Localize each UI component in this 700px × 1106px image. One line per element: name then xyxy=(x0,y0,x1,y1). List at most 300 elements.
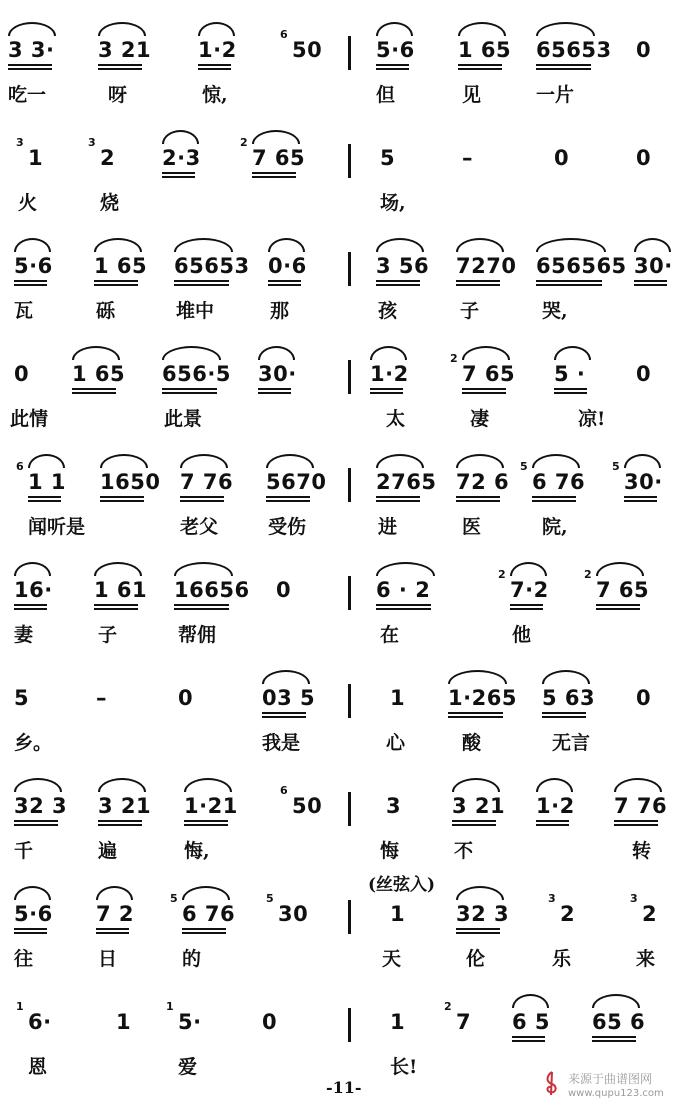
note-group: 5·6 xyxy=(376,38,415,62)
beam-line xyxy=(376,496,420,498)
beam-line xyxy=(456,500,500,502)
slur-mark xyxy=(592,994,640,1008)
note-group: 16656 xyxy=(174,578,250,602)
note-group: 7·2 xyxy=(510,578,549,602)
grace-note: 2 xyxy=(498,568,506,581)
lyric-text: 孩 xyxy=(378,300,398,322)
beam-line xyxy=(14,824,58,826)
note-group: – xyxy=(462,146,473,170)
page-number: -11- xyxy=(326,1078,362,1097)
beam-line xyxy=(180,500,224,502)
beam-line xyxy=(448,712,503,714)
beam-line xyxy=(180,496,224,498)
slur-mark xyxy=(14,886,51,900)
beam-line xyxy=(624,496,657,498)
score-line xyxy=(0,338,700,448)
note-group: 0 xyxy=(262,1010,278,1034)
lyric-text: 无言 xyxy=(552,732,591,754)
slur-mark xyxy=(96,886,133,900)
beam-line xyxy=(266,500,310,502)
beam-line xyxy=(376,284,420,286)
beam-line xyxy=(14,604,47,606)
bar-line xyxy=(348,900,351,934)
slur-mark xyxy=(174,562,233,576)
slur-mark xyxy=(162,130,199,144)
beam-line xyxy=(536,68,591,70)
beam-line xyxy=(542,712,586,714)
beam-line xyxy=(100,500,144,502)
note-group: 7 65 xyxy=(462,362,516,386)
beam-line xyxy=(376,64,409,66)
lyric-text: 但 xyxy=(376,84,396,106)
beam-line xyxy=(458,64,502,66)
note-group: 65653 xyxy=(174,254,250,278)
lyric-text: 那 xyxy=(270,300,290,322)
note-group: 1 xyxy=(116,1010,132,1034)
note-group: 0 xyxy=(276,578,292,602)
note-group: 3 21 xyxy=(98,38,152,62)
lyric-text: 哭, xyxy=(542,300,568,322)
beam-line xyxy=(376,68,409,70)
beam-line xyxy=(268,280,301,282)
grace-note: 2 xyxy=(240,136,248,149)
note-group: 1 65 xyxy=(72,362,126,386)
lyric-text: 心 xyxy=(386,732,406,754)
lyric-text: 一片 xyxy=(536,84,575,106)
slur-mark xyxy=(14,562,51,576)
note-group: 3 21 xyxy=(98,794,152,818)
slur-mark xyxy=(94,238,142,252)
lyric-text: 见 xyxy=(462,84,482,106)
slur-mark xyxy=(258,346,295,360)
beam-line xyxy=(452,824,496,826)
note-group: 656565 xyxy=(536,254,627,278)
slur-mark xyxy=(198,22,235,36)
beam-line xyxy=(94,608,138,610)
lyric-text: 院, xyxy=(542,516,568,538)
lyric-text: 此情 xyxy=(10,408,49,430)
slur-mark xyxy=(376,238,424,252)
note-group: 5 · xyxy=(554,362,586,386)
lyric-text: 医 xyxy=(462,516,482,538)
lyric-text: 太 xyxy=(386,408,406,430)
beam-line xyxy=(174,284,229,286)
score-line xyxy=(0,662,700,772)
note-group: 6 5 xyxy=(512,1010,551,1034)
slur-mark xyxy=(28,454,65,468)
slur-mark xyxy=(512,994,549,1008)
beam-line xyxy=(184,820,228,822)
note-group: 0 xyxy=(636,146,652,170)
watermark-text: 来源于曲谱图网 xyxy=(568,1072,653,1086)
bar-line xyxy=(348,360,351,394)
beam-line xyxy=(98,820,142,822)
slur-mark xyxy=(596,562,644,576)
note-group: 1 xyxy=(390,1010,406,1034)
note-group: 30· xyxy=(258,362,297,386)
beam-line xyxy=(592,1036,636,1038)
bar-line xyxy=(348,792,351,826)
slur-mark xyxy=(184,778,232,792)
lyric-text: 闻听是 xyxy=(28,516,86,538)
note-group: 2 xyxy=(642,902,658,926)
beam-line xyxy=(98,64,142,66)
grace-note: 1 xyxy=(16,1000,24,1013)
note-group: 0 xyxy=(636,362,652,386)
note-group: 3 56 xyxy=(376,254,430,278)
note-group: 1650 xyxy=(100,470,161,494)
slur-mark xyxy=(100,454,148,468)
note-group: 72 6 xyxy=(456,470,510,494)
note-group: 30· xyxy=(624,470,663,494)
slur-mark xyxy=(536,238,606,252)
slur-mark xyxy=(376,454,424,468)
beam-line xyxy=(8,68,52,70)
slur-mark xyxy=(536,778,573,792)
beam-line xyxy=(94,284,138,286)
slur-mark xyxy=(266,454,314,468)
slur-mark xyxy=(634,238,671,252)
note-group: 1 65 xyxy=(458,38,512,62)
slur-mark xyxy=(72,346,120,360)
beam-line xyxy=(268,284,301,286)
beam-line xyxy=(634,284,667,286)
lyric-text: 瓦 xyxy=(14,300,34,322)
slur-mark xyxy=(180,454,228,468)
note-group: 65653 xyxy=(536,38,612,62)
beam-line xyxy=(462,392,506,394)
note-group: 50 xyxy=(292,794,323,818)
score-line xyxy=(0,554,700,664)
lyric-text: 子 xyxy=(98,624,118,646)
note-group: 03 5 xyxy=(262,686,316,710)
beam-line xyxy=(536,820,569,822)
beam-line xyxy=(370,392,403,394)
note-group: 1·2 xyxy=(198,38,237,62)
note-group: 5·6 xyxy=(14,902,53,926)
beam-line xyxy=(376,604,431,606)
note-group: 2 xyxy=(100,146,116,170)
note-group: 1 61 xyxy=(94,578,148,602)
beam-line xyxy=(596,604,640,606)
beam-line xyxy=(162,388,217,390)
bar-line xyxy=(348,36,351,70)
lyric-text: 在 xyxy=(380,624,400,646)
beam-line xyxy=(456,284,500,286)
beam-line xyxy=(98,68,142,70)
grace-note: 6 xyxy=(280,28,288,41)
beam-line xyxy=(448,716,503,718)
beam-line xyxy=(512,1036,545,1038)
beam-line xyxy=(14,608,47,610)
note-group: 7 65 xyxy=(252,146,306,170)
bar-line xyxy=(348,468,351,502)
score-line xyxy=(0,122,700,232)
note-group: 7 xyxy=(456,1010,472,1034)
note-group: 0 xyxy=(178,686,194,710)
slur-mark xyxy=(94,562,142,576)
lyric-text: 伦 xyxy=(466,948,486,970)
lyric-text: 受伤 xyxy=(268,516,307,538)
grace-note: 5 xyxy=(520,460,528,473)
note-group: 3 3· xyxy=(8,38,55,62)
note-group: 30· xyxy=(634,254,673,278)
bar-line xyxy=(348,144,351,178)
note-group: 30 xyxy=(278,902,309,926)
lyric-text: 我是 xyxy=(262,732,301,754)
beam-line xyxy=(96,928,129,930)
beam-line xyxy=(554,388,587,390)
lyric-text: 往 xyxy=(14,948,34,970)
slur-mark xyxy=(532,454,580,468)
lyric-text: 凉! xyxy=(578,408,606,430)
grace-note: 2 xyxy=(450,352,458,365)
lyric-text: 帮佣 xyxy=(178,624,217,646)
lyric-text: 不 xyxy=(454,840,474,862)
beam-line xyxy=(376,608,431,610)
slur-mark xyxy=(182,886,230,900)
beam-line xyxy=(456,932,500,934)
lyric-text: 凄 xyxy=(470,408,490,430)
beam-line xyxy=(72,392,116,394)
beam-line xyxy=(462,388,506,390)
beam-line xyxy=(258,392,291,394)
slur-mark xyxy=(624,454,661,468)
note-group: 50 xyxy=(292,38,323,62)
lyric-text: 烧 xyxy=(100,192,120,214)
beam-line xyxy=(162,176,195,178)
note-group: 1 xyxy=(28,146,44,170)
slur-mark xyxy=(162,346,221,360)
beam-line xyxy=(14,820,58,822)
note-group: 1·2 xyxy=(370,362,409,386)
slur-mark xyxy=(614,778,662,792)
beam-line xyxy=(14,280,47,282)
slur-mark xyxy=(8,22,56,36)
lyric-text: 进 xyxy=(378,516,398,538)
lyric-text: 恩 xyxy=(28,1056,48,1078)
note-group: 0·6 xyxy=(268,254,307,278)
note-group: 1 65 xyxy=(94,254,148,278)
note-group: 0 xyxy=(14,362,30,386)
slur-mark xyxy=(458,22,506,36)
beam-line xyxy=(536,280,602,282)
slur-mark xyxy=(252,130,300,144)
lyric-text: 日 xyxy=(98,948,118,970)
note-group: 2 xyxy=(560,902,576,926)
note-group: 0 xyxy=(554,146,570,170)
grace-note: 3 xyxy=(88,136,96,149)
grace-note: 5 xyxy=(612,460,620,473)
note-group: 5 xyxy=(14,686,30,710)
beam-line xyxy=(14,932,47,934)
bar-line xyxy=(348,576,351,610)
slur-mark xyxy=(262,670,310,684)
beam-line xyxy=(614,820,658,822)
beam-line xyxy=(182,932,226,934)
beam-line xyxy=(96,932,129,934)
slur-mark xyxy=(554,346,591,360)
beam-line xyxy=(174,604,229,606)
beam-line xyxy=(376,280,420,282)
note-group: 2·3 xyxy=(162,146,201,170)
note-group: 656·5 xyxy=(162,362,231,386)
note-group: 7270 xyxy=(456,254,517,278)
beam-line xyxy=(162,392,217,394)
beam-line xyxy=(174,608,229,610)
note-group: 5670 xyxy=(266,470,327,494)
grace-note: 2 xyxy=(584,568,592,581)
slur-mark xyxy=(456,886,504,900)
lyric-text: 天 xyxy=(382,948,402,970)
beam-line xyxy=(624,500,657,502)
beam-line xyxy=(532,496,576,498)
note-group: 0 xyxy=(636,686,652,710)
slur-mark xyxy=(456,238,504,252)
lyric-text: 妻 xyxy=(14,624,34,646)
beam-line xyxy=(182,928,226,930)
lyric-text: 老父 xyxy=(180,516,219,538)
note-group: 6 · 2 xyxy=(376,578,431,602)
note-group: 1·2 xyxy=(536,794,575,818)
lyric-text: 千 xyxy=(14,840,34,862)
note-group: 3 xyxy=(386,794,402,818)
bar-line xyxy=(348,684,351,718)
grace-note: 5 xyxy=(170,892,178,905)
beam-line xyxy=(458,68,502,70)
beam-line xyxy=(184,824,228,826)
beam-line xyxy=(262,716,306,718)
note-group: 3 21 xyxy=(452,794,506,818)
beam-line xyxy=(258,388,291,390)
beam-line xyxy=(72,388,116,390)
beam-line xyxy=(100,496,144,498)
beam-line xyxy=(452,820,496,822)
note-group: 1 xyxy=(390,902,406,926)
grace-note: 3 xyxy=(630,892,638,905)
score-line xyxy=(0,446,700,556)
slur-mark xyxy=(14,238,51,252)
note-group: 5·6 xyxy=(14,254,53,278)
note-group: 1 xyxy=(390,686,406,710)
beam-line xyxy=(536,64,591,66)
note-group: – xyxy=(96,686,107,710)
lyric-text: 场, xyxy=(380,192,406,214)
beam-line xyxy=(532,500,576,502)
beam-line xyxy=(456,928,500,930)
score-line xyxy=(0,14,700,124)
slur-mark xyxy=(14,778,62,792)
score-line xyxy=(0,230,700,340)
slur-mark xyxy=(98,778,146,792)
beam-line xyxy=(252,176,296,178)
beam-line xyxy=(198,64,231,66)
slur-mark xyxy=(456,454,504,468)
beam-line xyxy=(28,500,61,502)
note-group: 65 6 xyxy=(592,1010,646,1034)
beam-line xyxy=(8,64,52,66)
beam-line xyxy=(634,280,667,282)
grace-note: 5 xyxy=(266,892,274,905)
lyric-text: 遍 xyxy=(98,840,118,862)
beam-line xyxy=(456,496,500,498)
watermark-url: www.qupu123.com xyxy=(568,1088,664,1099)
note-group: 7 65 xyxy=(596,578,650,602)
slur-mark xyxy=(370,346,407,360)
lyric-text: 惊, xyxy=(202,84,228,106)
note-group: 7 76 xyxy=(614,794,668,818)
beam-line xyxy=(376,500,420,502)
beam-line xyxy=(174,280,229,282)
grace-note: 6 xyxy=(280,784,288,797)
slur-mark xyxy=(174,238,233,252)
beam-line xyxy=(252,172,296,174)
beam-line xyxy=(14,284,47,286)
slur-mark xyxy=(542,670,590,684)
lyric-text: 悔 xyxy=(380,840,400,862)
slur-mark xyxy=(376,562,435,576)
lyric-text: 火 xyxy=(18,192,38,214)
beam-line xyxy=(94,604,138,606)
beam-line xyxy=(14,928,47,930)
beam-line xyxy=(198,68,231,70)
note-group: 1·265 xyxy=(448,686,517,710)
grace-note: 3 xyxy=(16,136,24,149)
lyric-text: 他 xyxy=(512,624,532,646)
score-line xyxy=(0,770,700,880)
lyric-text: 乐 xyxy=(552,948,572,970)
beam-line xyxy=(94,280,138,282)
lyric-text: 呀 xyxy=(108,84,128,106)
beam-line xyxy=(554,392,587,394)
lyric-text: 吃一 xyxy=(8,84,47,106)
note-group: 6· xyxy=(28,1010,52,1034)
grace-note: 6 xyxy=(16,460,24,473)
note-group: 16· xyxy=(14,578,53,602)
note-group: 5· xyxy=(178,1010,202,1034)
beam-line xyxy=(596,608,640,610)
beam-line xyxy=(510,608,543,610)
note-group: 2765 xyxy=(376,470,437,494)
beam-line xyxy=(370,388,403,390)
beam-line xyxy=(266,496,310,498)
lyric-text: 长! xyxy=(390,1056,418,1078)
beam-line xyxy=(512,1040,545,1042)
note-group: 32 3 xyxy=(456,902,510,926)
grace-note: 2 xyxy=(444,1000,452,1013)
lyric-text: 转 xyxy=(632,840,652,862)
score-line xyxy=(0,878,700,988)
slur-mark xyxy=(376,22,413,36)
note-group: 5 xyxy=(380,146,396,170)
slur-mark xyxy=(452,778,500,792)
grace-note: 3 xyxy=(548,892,556,905)
bar-line xyxy=(348,252,351,286)
note-group: 1 1 xyxy=(28,470,67,494)
note-group: 6 76 xyxy=(182,902,236,926)
beam-line xyxy=(614,824,658,826)
beam-line xyxy=(592,1040,636,1042)
note-group: 1·21 xyxy=(184,794,238,818)
note-group: 5 63 xyxy=(542,686,596,710)
note-group: 6 76 xyxy=(532,470,586,494)
note-group: 0 xyxy=(636,38,652,62)
instrument-note: (丝弦入) xyxy=(368,875,436,895)
slur-mark xyxy=(462,346,510,360)
lyric-text: 的 xyxy=(182,948,202,970)
slur-mark xyxy=(448,670,507,684)
note-group: 7 2 xyxy=(96,902,135,926)
